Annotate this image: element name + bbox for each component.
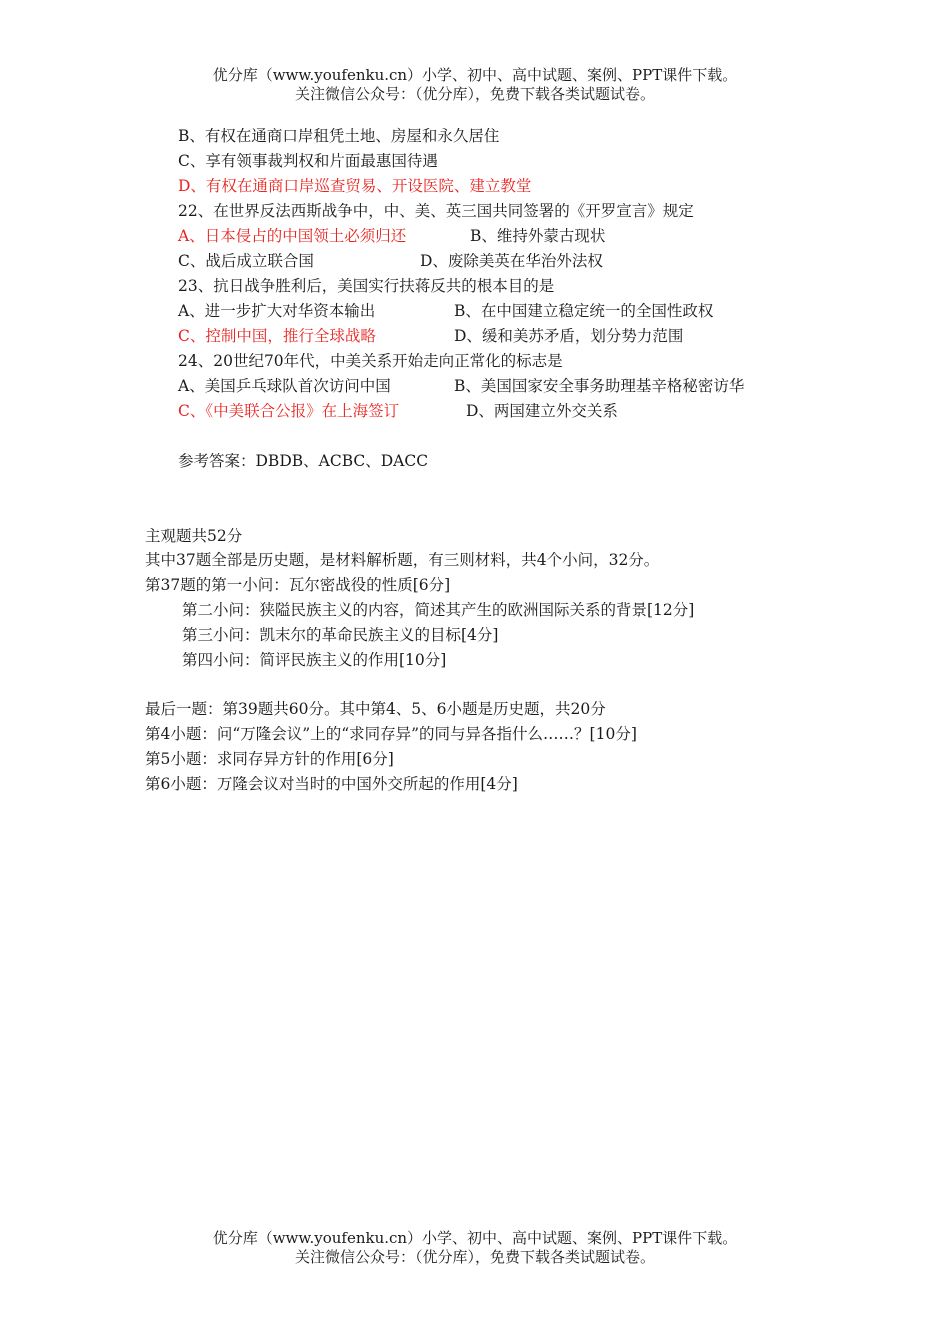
- header-line-1: 优分库（www.youfenku.cn）小学、初中、高中试题、案例、PPT课件下载。: [212, 66, 738, 84]
- subjective-part-4: 第四小问：简评民族主义的作用[10分]: [182, 651, 447, 669]
- footer-line-1: 优分库（www.youfenku.cn）小学、初中、高中试题、案例、PPT课件下载。: [212, 1229, 738, 1247]
- q23-options-row-2: [178, 326, 878, 346]
- q24-option-d: D、两国建立外交关系: [466, 402, 618, 420]
- q22-option-a-correct: A、日本侵占的中国领土必须归还: [178, 227, 407, 245]
- last-question-part-5: 第5小题：求同存异方针的作用[6分]: [145, 750, 394, 768]
- answer-key: 参考答案：DBDB、ACBC、DACC: [178, 452, 429, 470]
- q24-option-a: A、美国乒乓球队首次访问中国: [178, 377, 391, 395]
- q21-option-d-correct: D、有权在通商口岸巡查贸易、开设医院、建立教堂: [178, 177, 532, 195]
- last-question-part-4: 第4小题：问“万隆会议”上的“求同存异”的同与异各指什么……？[10分]: [145, 725, 637, 743]
- q22-options-row-1: [178, 226, 878, 246]
- q23-options-row-1: [178, 301, 878, 321]
- footer-line-2: 关注微信公众号：（优分库），免费下载各类试题试卷。: [294, 1248, 655, 1266]
- q22-option-d: D、废除美英在华治外法权: [420, 252, 603, 270]
- last-question-part-6: 第6小题：万隆会议对当时的中国外交所起的作用[4分]: [145, 775, 518, 793]
- q23-option-a: A、进一步扩大对华资本输出: [178, 302, 376, 320]
- q24-option-c-correct: C、《中美联合公报》在上海签订: [178, 402, 400, 420]
- q22-options-row-2: [178, 251, 878, 271]
- q22-stem: 22、在世界反法西斯战争中，中、美、英三国共同签署的《开罗宣言》规定: [178, 202, 694, 220]
- q22-option-c: C、战后成立联合国: [178, 252, 314, 270]
- q23-option-b: B、在中国建立稳定统一的全国性政权: [454, 302, 714, 320]
- q24-options-row-2: [178, 401, 878, 421]
- q23-stem: 23、抗日战争胜利后，美国实行扶蒋反共的根本目的是: [178, 277, 555, 295]
- q21-option-b: B、有权在通商口岸租凭土地、房屋和永久居住: [178, 127, 500, 145]
- q23-option-c-correct: C、控制中国，推行全球战略: [178, 327, 376, 345]
- q21-option-c: C、享有领事裁判权和片面最惠国待遇: [178, 152, 438, 170]
- subjective-part-2: 第二小问：狭隘民族主义的内容，简述其产生的欧洲国际关系的背景[12分]: [182, 601, 695, 619]
- q23-option-d: D、缓和美苏矛盾，划分势力范围: [454, 327, 684, 345]
- subjective-intro: 其中37题全部是历史题，是材料解析题，有三则材料，共4个小问，32分。: [145, 551, 660, 569]
- header-line-2: 关注微信公众号：（优分库），免费下载各类试题试卷。: [294, 85, 655, 103]
- last-question-intro: 最后一题：第39题共60分。其中第4、5、6小题是历史题，共20分: [145, 700, 606, 718]
- subjective-part-3: 第三小问：凯末尔的革命民族主义的目标[4分]: [182, 626, 499, 644]
- q24-stem: 24、20世纪70年代，中美关系开始走向正常化的标志是: [178, 352, 563, 370]
- q24-options-row-1: [178, 376, 878, 396]
- q22-option-b: B、维持外蒙古现状: [470, 227, 606, 245]
- subjective-part-1: 第37题的第一小问：瓦尔密战役的性质[6分]: [145, 576, 451, 594]
- q24-option-b: B、美国国家安全事务助理基辛格秘密访华: [454, 377, 745, 395]
- subjective-title: 主观题共52分: [145, 527, 243, 545]
